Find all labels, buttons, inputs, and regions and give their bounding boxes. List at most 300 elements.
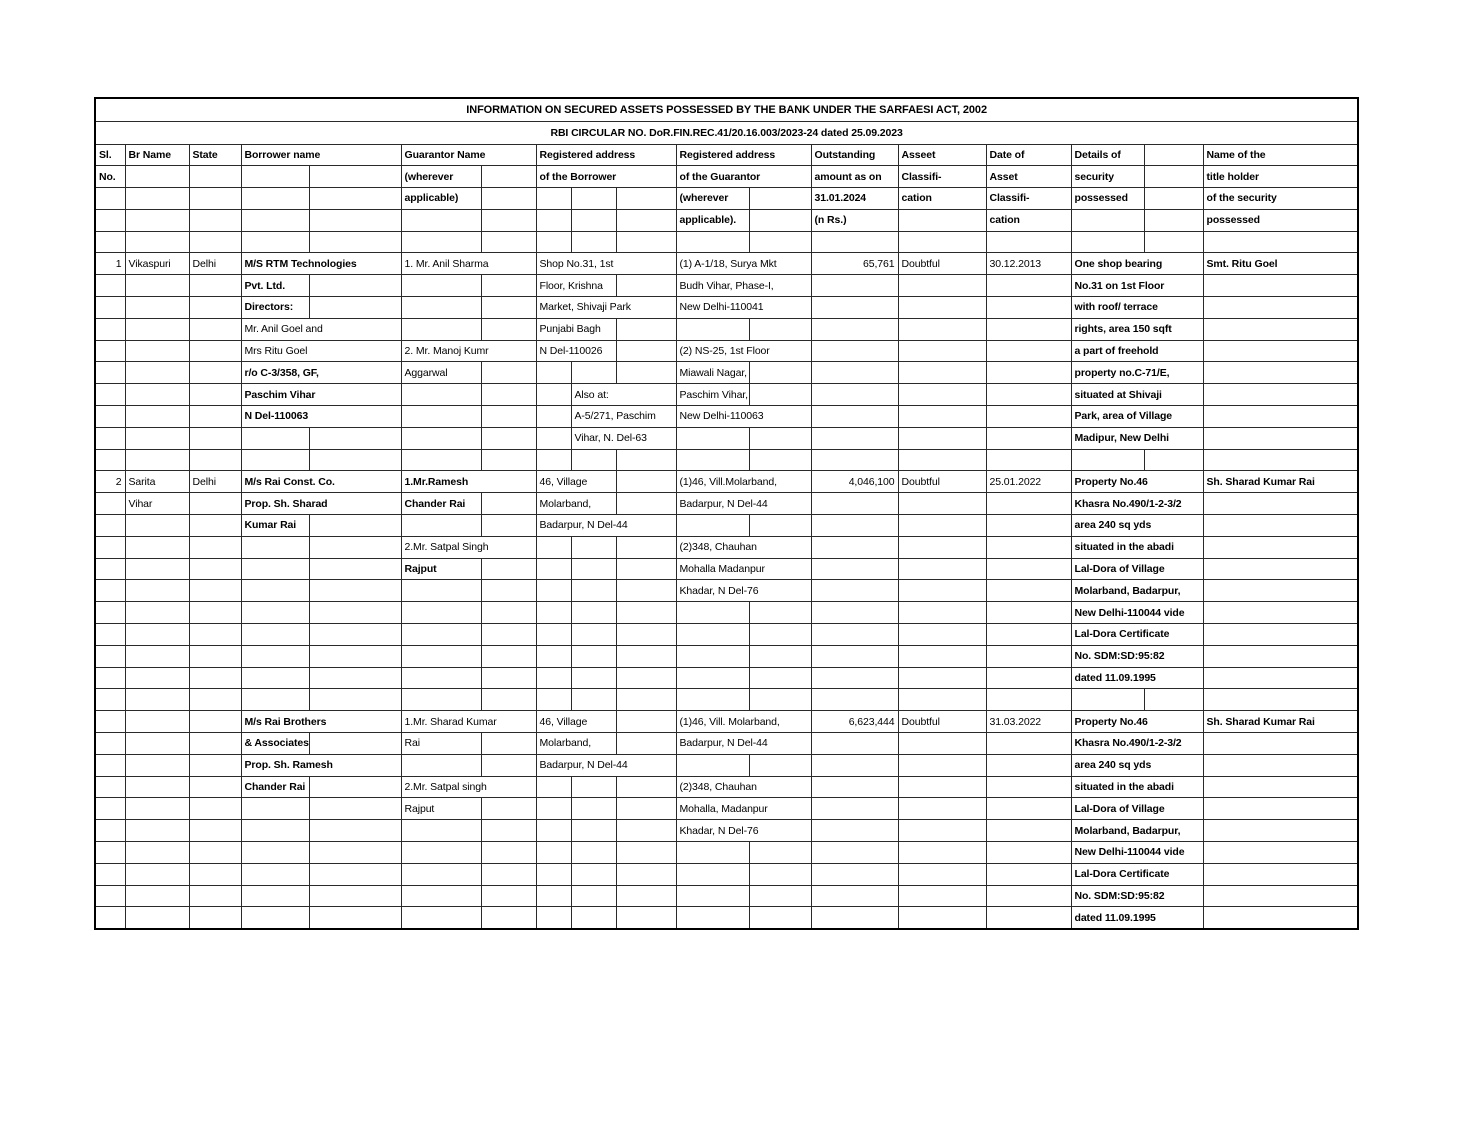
- grid-cell: [749, 667, 811, 689]
- grid-cell: [1144, 209, 1203, 231]
- grid-cell: [481, 231, 536, 253]
- table-row: [95, 297, 1358, 319]
- data-cell: (1)46, Vill. Molarband,: [676, 711, 811, 733]
- table-row: [95, 820, 1358, 842]
- grid-cell: [676, 689, 749, 711]
- data-cell: No.31 on 1st Floor: [1071, 275, 1203, 297]
- grid-cell: [749, 885, 811, 907]
- data-cell: M/s Rai Const. Co.: [241, 471, 401, 493]
- grid-cell: [616, 318, 676, 340]
- grid-cell: [309, 885, 401, 907]
- data-cell: 31.03.2022: [986, 711, 1071, 733]
- grid-cell: [125, 580, 189, 602]
- grid-cell: [309, 820, 401, 842]
- grid-cell: [481, 558, 536, 580]
- grid-cell: [1203, 733, 1358, 755]
- grid-cell: [95, 340, 125, 362]
- grid-cell: [95, 754, 125, 776]
- grid-cell: [241, 907, 309, 929]
- grid-cell: [189, 885, 241, 907]
- grid-cell: [571, 209, 616, 231]
- grid-cell: [898, 384, 986, 406]
- grid-cell: [309, 645, 401, 667]
- grid-cell: [749, 842, 811, 864]
- header-cell: (n Rs.): [811, 209, 898, 231]
- grid-cell: [125, 558, 189, 580]
- grid-cell: [481, 820, 536, 842]
- data-cell: 4,046,100: [811, 471, 898, 493]
- grid-cell: [1203, 580, 1358, 602]
- data-cell: No. SDM:SD:95:82: [1071, 885, 1203, 907]
- grid-cell: [95, 188, 125, 210]
- grid-cell: [309, 733, 401, 755]
- grid-cell: [1203, 406, 1358, 428]
- grid-cell: [481, 297, 536, 319]
- grid-cell: [95, 842, 125, 864]
- grid-cell: [481, 624, 536, 646]
- grid-cell: [616, 362, 676, 384]
- grid-cell: [811, 427, 898, 449]
- data-cell: Prop. Sh. Ramesh: [241, 754, 401, 776]
- grid-cell: [986, 427, 1071, 449]
- header-row: [95, 188, 1358, 210]
- grid-cell: [1203, 515, 1358, 537]
- grid-cell: [898, 536, 986, 558]
- data-cell: Madipur, New Delhi: [1071, 427, 1203, 449]
- table-row: [95, 624, 1358, 646]
- header-cell: amount as on: [811, 166, 898, 188]
- data-cell: Vikaspuri: [125, 253, 189, 275]
- grid-cell: [536, 449, 571, 471]
- grid-cell: [986, 798, 1071, 820]
- header-cell: cation: [898, 188, 986, 210]
- grid-cell: [241, 842, 309, 864]
- data-cell: Paschim Vihar: [241, 384, 401, 406]
- grid-cell: [898, 754, 986, 776]
- grid-cell: [811, 776, 898, 798]
- grid-cell: [616, 820, 676, 842]
- data-cell: dated 11.09.1995: [1071, 907, 1203, 929]
- grid-cell: [571, 231, 616, 253]
- grid-cell: [571, 776, 616, 798]
- grid-cell: [95, 885, 125, 907]
- grid-cell: [898, 776, 986, 798]
- grid-cell: [95, 231, 125, 253]
- header-cell: possessed: [1203, 209, 1358, 231]
- header-cell: Guarantor Name: [401, 144, 536, 166]
- grid-cell: [986, 297, 1071, 319]
- grid-cell: [1203, 689, 1358, 711]
- header-row: [95, 166, 1358, 188]
- grid-cell: [811, 645, 898, 667]
- grid-cell: [309, 689, 401, 711]
- grid-cell: [676, 842, 749, 864]
- data-cell: Sarita: [125, 471, 189, 493]
- grid-cell: [95, 449, 125, 471]
- grid-cell: [986, 340, 1071, 362]
- grid-cell: [811, 863, 898, 885]
- data-cell: Doubtful: [898, 711, 986, 733]
- grid-cell: [125, 624, 189, 646]
- table-row: [95, 253, 1358, 275]
- grid-cell: [616, 209, 676, 231]
- grid-cell: [125, 754, 189, 776]
- grid-cell: [898, 689, 986, 711]
- grid-cell: [189, 624, 241, 646]
- table-row: [95, 471, 1358, 493]
- grid-cell: [676, 754, 749, 776]
- grid-cell: [189, 449, 241, 471]
- header-cell: Registered address: [536, 144, 676, 166]
- data-cell: 1. Mr. Anil Sharma: [401, 253, 536, 275]
- grid-cell: [811, 558, 898, 580]
- grid-cell: [241, 558, 309, 580]
- grid-cell: [95, 907, 125, 929]
- grid-cell: [95, 776, 125, 798]
- grid-cell: [571, 885, 616, 907]
- grid-cell: [616, 689, 676, 711]
- grid-cell: [749, 384, 811, 406]
- grid-cell: [95, 209, 125, 231]
- grid-cell: [571, 863, 616, 885]
- header-row: [95, 144, 1358, 166]
- table-row: [95, 340, 1358, 362]
- grid-cell: [189, 231, 241, 253]
- grid-cell: [401, 885, 481, 907]
- grid-cell: [481, 493, 536, 515]
- grid-cell: [749, 907, 811, 929]
- data-cell: Molarband,: [536, 733, 616, 755]
- grid-cell: [241, 624, 309, 646]
- grid-cell: [95, 427, 125, 449]
- grid-cell: [676, 885, 749, 907]
- grid-cell: [571, 188, 616, 210]
- grid-cell: [1144, 689, 1203, 711]
- grid-cell: [1203, 297, 1358, 319]
- grid-cell: [309, 231, 401, 253]
- grid-cell: [401, 384, 481, 406]
- grid-cell: [125, 667, 189, 689]
- data-cell: 2: [95, 471, 125, 493]
- data-cell: situated at Shivaji: [1071, 384, 1203, 406]
- grid-cell: [481, 318, 536, 340]
- grid-cell: [189, 798, 241, 820]
- data-cell: M/S RTM Technologies: [241, 253, 401, 275]
- grid-cell: [616, 907, 676, 929]
- data-cell: area 240 sq yds: [1071, 754, 1203, 776]
- grid-cell: [986, 820, 1071, 842]
- grid-cell: [616, 602, 676, 624]
- grid-cell: [189, 493, 241, 515]
- grid-cell: [95, 297, 125, 319]
- grid-cell: [401, 515, 481, 537]
- grid-cell: [125, 885, 189, 907]
- table-row: [95, 754, 1358, 776]
- grid-cell: [749, 602, 811, 624]
- grid-cell: [986, 776, 1071, 798]
- table-row: [95, 362, 1358, 384]
- data-cell: (1)46, Vill.Molarband,: [676, 471, 811, 493]
- grid-cell: [811, 580, 898, 602]
- grid-cell: [481, 580, 536, 602]
- grid-cell: [536, 384, 571, 406]
- grid-cell: [189, 863, 241, 885]
- grid-cell: [481, 209, 536, 231]
- grid-cell: [241, 427, 309, 449]
- grid-cell: [676, 427, 749, 449]
- grid-cell: [95, 863, 125, 885]
- grid-cell: [616, 776, 676, 798]
- grid-cell: [676, 907, 749, 929]
- grid-cell: [986, 645, 1071, 667]
- grid-cell: [616, 275, 676, 297]
- data-cell: Lal-Dora of Village: [1071, 798, 1203, 820]
- data-cell: 1: [95, 253, 125, 275]
- grid-cell: [189, 536, 241, 558]
- grid-cell: [1203, 449, 1358, 471]
- grid-cell: [309, 624, 401, 646]
- header-cell: 31.01.2024: [811, 188, 898, 210]
- grid-cell: [481, 754, 536, 776]
- grid-cell: [898, 297, 986, 319]
- grid-cell: [189, 907, 241, 929]
- grid-cell: [811, 842, 898, 864]
- table-row: [95, 384, 1358, 406]
- grid-cell: [616, 231, 676, 253]
- data-cell: Kumar Rai: [241, 515, 309, 537]
- grid-cell: [536, 689, 571, 711]
- grid-cell: [898, 340, 986, 362]
- data-cell: situated in the abadi: [1071, 536, 1203, 558]
- grid-cell: [189, 209, 241, 231]
- grid-cell: [1203, 624, 1358, 646]
- grid-cell: [616, 885, 676, 907]
- table-row: [95, 863, 1358, 885]
- grid-cell: [1203, 340, 1358, 362]
- grid-cell: [1203, 798, 1358, 820]
- grid-cell: [189, 842, 241, 864]
- header-cell: applicable): [401, 188, 481, 210]
- grid-cell: [1144, 449, 1203, 471]
- grid-cell: [309, 667, 401, 689]
- data-cell: Paschim Vihar,: [676, 384, 749, 406]
- grid-cell: [536, 580, 571, 602]
- data-cell: Property No.46: [1071, 711, 1203, 733]
- grid-cell: [676, 231, 749, 253]
- grid-cell: [401, 449, 481, 471]
- data-cell: Park, area of Village: [1071, 406, 1203, 428]
- grid-cell: [571, 580, 616, 602]
- data-cell: r/o C-3/358, GF,: [241, 362, 401, 384]
- grid-cell: [95, 515, 125, 537]
- table-row: [95, 558, 1358, 580]
- table-row: [95, 733, 1358, 755]
- table-row: [95, 885, 1358, 907]
- grid-cell: [481, 515, 536, 537]
- data-cell: Khadar, N Del-76: [676, 580, 811, 602]
- grid-cell: [616, 493, 676, 515]
- spreadsheet: [94, 97, 1359, 930]
- grid-cell: [125, 209, 189, 231]
- grid-cell: [401, 820, 481, 842]
- grid-cell: [309, 907, 401, 929]
- grid-cell: [1203, 863, 1358, 885]
- data-cell: Sh. Sharad Kumar Rai: [1203, 711, 1358, 733]
- grid-cell: [95, 711, 125, 733]
- grid-cell: [616, 558, 676, 580]
- grid-cell: [1144, 188, 1203, 210]
- data-cell: Directors:: [241, 297, 309, 319]
- grid-cell: [986, 842, 1071, 864]
- data-cell: (2)348, Chauhan: [676, 536, 811, 558]
- grid-cell: [536, 645, 571, 667]
- grid-cell: [676, 624, 749, 646]
- grid-cell: [189, 754, 241, 776]
- grid-cell: [189, 645, 241, 667]
- grid-cell: [676, 645, 749, 667]
- grid-cell: [616, 733, 676, 755]
- grid-cell: [1203, 493, 1358, 515]
- data-cell: Mrs Ritu Goel: [241, 340, 401, 362]
- grid-cell: [309, 798, 401, 820]
- grid-cell: [898, 602, 986, 624]
- data-cell: (2) NS-25, 1st Floor: [676, 340, 811, 362]
- grid-cell: [986, 667, 1071, 689]
- header-cell: Details of: [1071, 144, 1144, 166]
- grid-cell: [481, 689, 536, 711]
- grid-cell: [749, 427, 811, 449]
- grid-cell: [986, 318, 1071, 340]
- grid-cell: [309, 427, 401, 449]
- data-cell: Lal-Dora Certificate: [1071, 624, 1203, 646]
- data-cell: Delhi: [189, 471, 241, 493]
- grid-cell: [241, 231, 309, 253]
- grid-cell: [95, 580, 125, 602]
- grid-cell: [481, 384, 536, 406]
- grid-cell: [676, 449, 749, 471]
- grid-cell: [616, 711, 676, 733]
- data-cell: 1.Mr. Sharad Kumar: [401, 711, 536, 733]
- grid-cell: [241, 166, 309, 188]
- data-cell: New Delhi-110063: [676, 406, 811, 428]
- data-cell: New Delhi-110041: [676, 297, 811, 319]
- grid-cell: [189, 689, 241, 711]
- data-cell: Property No.46: [1071, 471, 1203, 493]
- data-cell: Delhi: [189, 253, 241, 275]
- grid-cell: [481, 166, 536, 188]
- data-cell: Mohalla, Madanpur: [676, 798, 811, 820]
- grid-cell: [571, 667, 616, 689]
- grid-cell: [481, 362, 536, 384]
- grid-cell: [811, 885, 898, 907]
- header-cell: of the Guarantor: [676, 166, 811, 188]
- grid-cell: [986, 602, 1071, 624]
- grid-cell: [401, 842, 481, 864]
- data-cell: (2)348, Chauhan: [676, 776, 811, 798]
- grid-cell: [536, 362, 571, 384]
- grid-cell: [401, 645, 481, 667]
- grid-cell: [811, 689, 898, 711]
- header-cell: Br Name: [125, 144, 189, 166]
- table-row: [95, 711, 1358, 733]
- grid-cell: [189, 188, 241, 210]
- grid-cell: [1071, 689, 1144, 711]
- grid-cell: [571, 798, 616, 820]
- grid-cell: [241, 667, 309, 689]
- header-cell: possessed: [1071, 188, 1144, 210]
- grid-cell: [536, 820, 571, 842]
- grid-cell: [189, 820, 241, 842]
- grid-cell: [536, 863, 571, 885]
- grid-cell: [536, 558, 571, 580]
- grid-cell: [95, 275, 125, 297]
- data-cell: Lal-Dora Certificate: [1071, 863, 1203, 885]
- grid-cell: [898, 820, 986, 842]
- grid-cell: [1203, 645, 1358, 667]
- grid-cell: [616, 863, 676, 885]
- grid-cell: [811, 754, 898, 776]
- grid-cell: [189, 318, 241, 340]
- data-cell: 2.Mr. Satpal singh: [401, 776, 536, 798]
- header-cell: (wherever: [401, 166, 481, 188]
- grid-cell: [749, 863, 811, 885]
- grid-cell: [309, 776, 401, 798]
- grid-cell: [749, 689, 811, 711]
- table-subtitle: RBI CIRCULAR NO. DoR.FIN.REC.41/20.16.003/2023-24 dated 25.09.2023: [95, 121, 1358, 144]
- grid-cell: [125, 166, 189, 188]
- grid-cell: [401, 689, 481, 711]
- grid-cell: [749, 318, 811, 340]
- grid-cell: [811, 602, 898, 624]
- header-cell: Classifi-: [898, 166, 986, 188]
- grid-cell: [1144, 144, 1203, 166]
- grid-cell: [986, 580, 1071, 602]
- grid-cell: [986, 362, 1071, 384]
- data-cell: Smt. Ritu Goel: [1203, 253, 1358, 275]
- grid-cell: [401, 231, 481, 253]
- grid-cell: [536, 209, 571, 231]
- table-row: [95, 907, 1358, 929]
- data-cell: Molarband, Badarpur,: [1071, 580, 1203, 602]
- table-row: [95, 798, 1358, 820]
- data-cell: Rai: [401, 733, 481, 755]
- header-cell: Name of the: [1203, 144, 1358, 166]
- grid-cell: [676, 667, 749, 689]
- data-cell: (1) A-1/18, Surya Mkt: [676, 253, 811, 275]
- grid-cell: [481, 842, 536, 864]
- data-cell: No. SDM:SD:95:82: [1071, 645, 1203, 667]
- grid-cell: [401, 297, 481, 319]
- grid-cell: [536, 231, 571, 253]
- grid-cell: [125, 318, 189, 340]
- data-cell: Vihar, N. Del-63: [571, 427, 676, 449]
- data-cell: a part of freehold: [1071, 340, 1203, 362]
- grid-cell: [616, 624, 676, 646]
- grid-cell: [986, 863, 1071, 885]
- grid-cell: [95, 384, 125, 406]
- grid-cell: [1203, 842, 1358, 864]
- grid-cell: [1203, 776, 1358, 798]
- grid-cell: [401, 624, 481, 646]
- grid-cell: [95, 493, 125, 515]
- grid-cell: [898, 231, 986, 253]
- grid-cell: [616, 842, 676, 864]
- grid-cell: [309, 602, 401, 624]
- data-cell: Mr. Anil Goel and: [241, 318, 401, 340]
- data-cell: Badarpur, N Del-44: [676, 493, 811, 515]
- grid-cell: [189, 362, 241, 384]
- grid-cell: [811, 362, 898, 384]
